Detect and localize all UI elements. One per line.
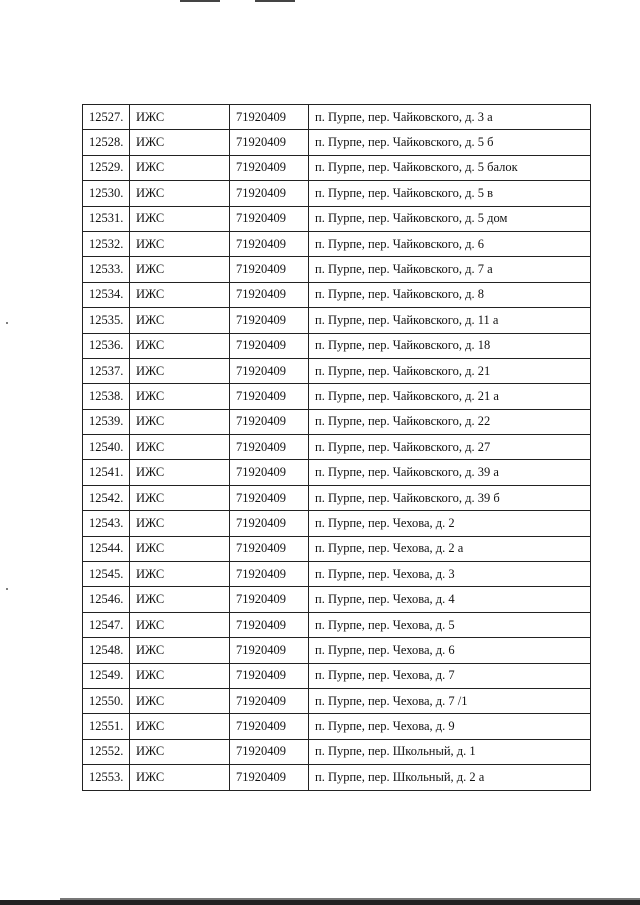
table-row: [83, 739, 591, 764]
oktmo-code-cell: 71920409: [230, 206, 309, 231]
row-number-cell: 12548.: [83, 638, 130, 663]
table-row: [83, 282, 591, 307]
row-number-cell: 12529.: [83, 155, 130, 180]
object-type-cell: ИЖС: [130, 485, 230, 510]
registry-body: [83, 105, 591, 791]
oktmo-code-cell: 71920409: [230, 308, 309, 333]
object-type-cell: ИЖС: [130, 562, 230, 587]
table-row: [83, 358, 591, 383]
oktmo-code-cell: 71920409: [230, 105, 309, 130]
row-number-cell: 12551.: [83, 714, 130, 739]
row-number-cell: 12531.: [83, 206, 130, 231]
object-type-cell: ИЖС: [130, 714, 230, 739]
oktmo-code-cell: 71920409: [230, 358, 309, 383]
row-number-cell: 12540.: [83, 435, 130, 460]
row-number-cell: 12533.: [83, 257, 130, 282]
row-number-cell: 12539.: [83, 409, 130, 434]
row-number-cell: 12542.: [83, 485, 130, 510]
table-row: [83, 765, 591, 790]
object-type-cell: ИЖС: [130, 435, 230, 460]
oktmo-code-cell: 71920409: [230, 460, 309, 485]
scan-mark-top-left: [180, 0, 220, 2]
oktmo-code-cell: 71920409: [230, 333, 309, 358]
object-type-cell: ИЖС: [130, 460, 230, 485]
address-cell: п. Пурпе, пер. Школьный, д. 2 а: [309, 765, 591, 790]
address-cell: п. Пурпе, пер. Чайковского, д. 5 дом: [309, 206, 591, 231]
row-number-cell: 12553.: [83, 765, 130, 790]
table-row: [83, 714, 591, 739]
table-row: [83, 409, 591, 434]
row-number-cell: 12547.: [83, 612, 130, 637]
row-number-cell: 12535.: [83, 308, 130, 333]
object-type-cell: ИЖС: [130, 105, 230, 130]
address-cell: п. Пурпе, пер. Чайковского, д. 5 балок: [309, 155, 591, 180]
row-number-cell: 12543.: [83, 511, 130, 536]
scan-mark-top-right: [255, 0, 295, 2]
row-number-cell: 12528.: [83, 130, 130, 155]
row-number-cell: 12544.: [83, 536, 130, 561]
oktmo-code-cell: 71920409: [230, 435, 309, 460]
table-row: [83, 257, 591, 282]
table-row: [83, 435, 591, 460]
oktmo-code-cell: 71920409: [230, 714, 309, 739]
address-cell: п. Пурпе, пер. Чехова, д. 5: [309, 612, 591, 637]
oktmo-code-cell: 71920409: [230, 282, 309, 307]
object-type-cell: ИЖС: [130, 765, 230, 790]
table-row: [83, 612, 591, 637]
address-cell: п. Пурпе, пер. Чайковского, д. 22: [309, 409, 591, 434]
oktmo-code-cell: 71920409: [230, 181, 309, 206]
object-type-cell: ИЖС: [130, 536, 230, 561]
oktmo-code-cell: 71920409: [230, 587, 309, 612]
row-number-cell: 12537.: [83, 358, 130, 383]
address-cell: п. Пурпе, пер. Чайковского, д. 11 а: [309, 308, 591, 333]
object-type-cell: ИЖС: [130, 155, 230, 180]
oktmo-code-cell: 71920409: [230, 536, 309, 561]
table-row: [83, 181, 591, 206]
row-number-cell: 12534.: [83, 282, 130, 307]
address-cell: п. Пурпе, пер. Чайковского, д. 18: [309, 333, 591, 358]
oktmo-code-cell: 71920409: [230, 155, 309, 180]
object-type-cell: ИЖС: [130, 587, 230, 612]
object-type-cell: ИЖС: [130, 231, 230, 256]
address-cell: п. Пурпе, пер. Чайковского, д. 7 а: [309, 257, 591, 282]
address-cell: п. Пурпе, пер. Чехова, д. 3: [309, 562, 591, 587]
object-type-cell: ИЖС: [130, 663, 230, 688]
object-type-cell: ИЖС: [130, 358, 230, 383]
table-row: [83, 511, 591, 536]
object-type-cell: ИЖС: [130, 384, 230, 409]
row-number-cell: 12530.: [83, 181, 130, 206]
oktmo-code-cell: 71920409: [230, 765, 309, 790]
table-row: [83, 638, 591, 663]
address-cell: п. Пурпе, пер. Чехова, д. 9: [309, 714, 591, 739]
table-row: [83, 206, 591, 231]
object-type-cell: ИЖС: [130, 612, 230, 637]
address-cell: п. Пурпе, пер. Чайковского, д. 21 а: [309, 384, 591, 409]
table-row: [83, 308, 591, 333]
address-cell: п. Пурпе, пер. Чехова, д. 2 а: [309, 536, 591, 561]
table-row: [83, 663, 591, 688]
row-number-cell: 12532.: [83, 231, 130, 256]
oktmo-code-cell: 71920409: [230, 130, 309, 155]
row-number-cell: 12545.: [83, 562, 130, 587]
row-number-cell: 12527.: [83, 105, 130, 130]
oktmo-code-cell: 71920409: [230, 688, 309, 713]
oktmo-code-cell: 71920409: [230, 739, 309, 764]
object-type-cell: ИЖС: [130, 257, 230, 282]
table-row: [83, 587, 591, 612]
address-cell: п. Пурпе, пер. Чайковского, д. 3 а: [309, 105, 591, 130]
address-cell: п. Пурпе, пер. Чехова, д. 2: [309, 511, 591, 536]
oktmo-code-cell: 71920409: [230, 612, 309, 637]
oktmo-code-cell: 71920409: [230, 638, 309, 663]
address-cell: п. Пурпе, пер. Чайковского, д. 5 б: [309, 130, 591, 155]
object-type-cell: ИЖС: [130, 282, 230, 307]
object-type-cell: ИЖС: [130, 511, 230, 536]
scan-edge-bar: [0, 900, 640, 905]
row-number-cell: 12536.: [83, 333, 130, 358]
object-type-cell: ИЖС: [130, 739, 230, 764]
address-cell: п. Пурпе, пер. Чайковского, д. 8: [309, 282, 591, 307]
oktmo-code-cell: 71920409: [230, 409, 309, 434]
object-type-cell: ИЖС: [130, 688, 230, 713]
oktmo-code-cell: 71920409: [230, 231, 309, 256]
oktmo-code-cell: 71920409: [230, 663, 309, 688]
row-number-cell: 12552.: [83, 739, 130, 764]
address-cell: п. Пурпе, пер. Чайковского, д. 39 б: [309, 485, 591, 510]
table-row: [83, 384, 591, 409]
registry-table: [82, 104, 591, 791]
table-row: [83, 155, 591, 180]
table-row: [83, 562, 591, 587]
row-number-cell: 12549.: [83, 663, 130, 688]
address-cell: п. Пурпе, пер. Чехова, д. 7 /1: [309, 688, 591, 713]
oktmo-code-cell: 71920409: [230, 257, 309, 282]
object-type-cell: ИЖС: [130, 130, 230, 155]
object-type-cell: ИЖС: [130, 409, 230, 434]
table-row: [83, 688, 591, 713]
address-cell: п. Пурпе, пер. Школьный, д. 1: [309, 739, 591, 764]
oktmo-code-cell: 71920409: [230, 511, 309, 536]
object-type-cell: ИЖС: [130, 181, 230, 206]
row-number-cell: 12541.: [83, 460, 130, 485]
object-type-cell: ИЖС: [130, 638, 230, 663]
address-cell: п. Пурпе, пер. Чайковского, д. 5 в: [309, 181, 591, 206]
object-type-cell: ИЖС: [130, 206, 230, 231]
object-type-cell: ИЖС: [130, 333, 230, 358]
object-type-cell: ИЖС: [130, 308, 230, 333]
table-row: [83, 231, 591, 256]
scan-speck: [6, 322, 8, 324]
address-cell: п. Пурпе, пер. Чехова, д. 7: [309, 663, 591, 688]
table-row: [83, 333, 591, 358]
address-cell: п. Пурпе, пер. Чехова, д. 6: [309, 638, 591, 663]
address-cell: п. Пурпе, пер. Чайковского, д. 27: [309, 435, 591, 460]
oktmo-code-cell: 71920409: [230, 384, 309, 409]
address-cell: п. Пурпе, пер. Чехова, д. 4: [309, 587, 591, 612]
address-cell: п. Пурпе, пер. Чайковского, д. 6: [309, 231, 591, 256]
oktmo-code-cell: 71920409: [230, 562, 309, 587]
table-row: [83, 460, 591, 485]
address-cell: п. Пурпе, пер. Чайковского, д. 21: [309, 358, 591, 383]
row-number-cell: 12546.: [83, 587, 130, 612]
row-number-cell: 12538.: [83, 384, 130, 409]
table-row: [83, 130, 591, 155]
table-row: [83, 536, 591, 561]
table-row: [83, 485, 591, 510]
scan-speck: [6, 588, 8, 590]
oktmo-code-cell: 71920409: [230, 485, 309, 510]
address-cell: п. Пурпе, пер. Чайковского, д. 39 а: [309, 460, 591, 485]
table-row: [83, 105, 591, 130]
row-number-cell: 12550.: [83, 688, 130, 713]
